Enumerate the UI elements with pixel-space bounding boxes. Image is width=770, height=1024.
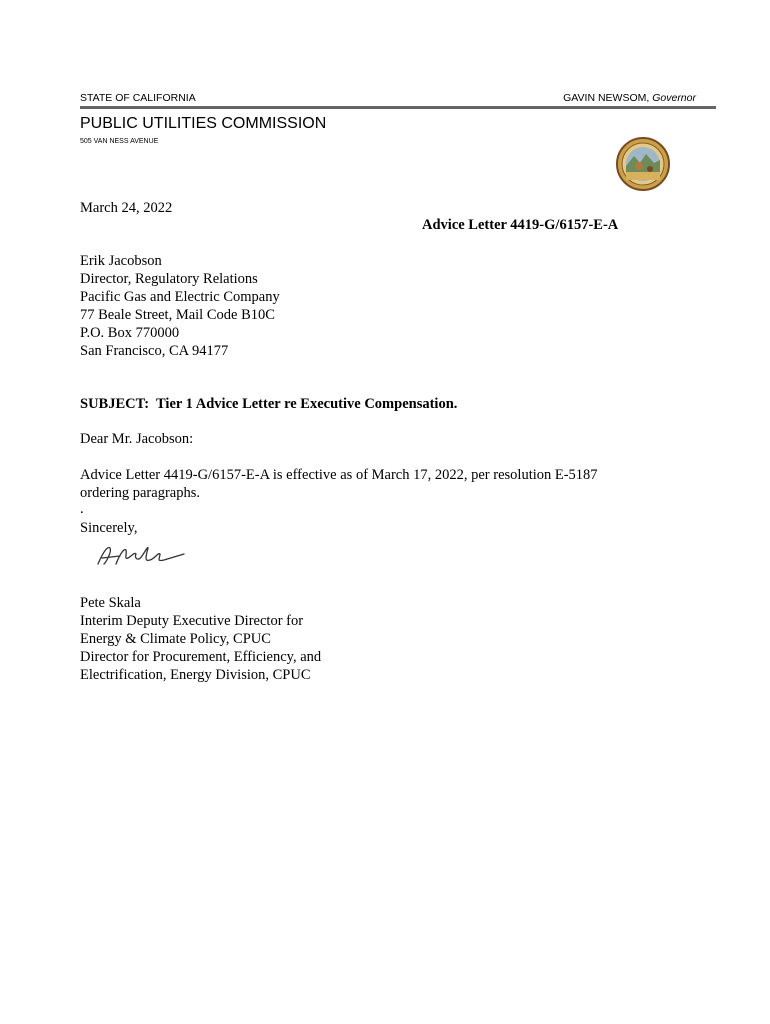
addressee-line: San Francisco, CA 94177 — [80, 343, 229, 359]
california-state-seal-icon — [616, 136, 670, 192]
addressee-block — [80, 252, 280, 360]
commission-address: 505 VAN NESS AVENUE — [80, 138, 159, 145]
signer-line: Interim Deputy Executive Director for — [80, 613, 304, 629]
signature-icon — [94, 540, 190, 570]
header-divider — [80, 106, 716, 109]
subject-line: SUBJECT: Tier 1 Advice Letter re Executive Compensation. — [80, 396, 458, 412]
addressee-line: Pacific Gas and Electric Company — [80, 289, 280, 305]
closing: Sincerely, — [80, 520, 138, 536]
signer-block — [80, 594, 321, 684]
signer-line: Pete Skala — [80, 595, 141, 611]
governor-label — [563, 92, 696, 104]
governor-title: Governor — [652, 92, 696, 104]
signer-line: Energy & Climate Policy, CPUC — [80, 631, 271, 647]
signer-line: Electrification, Energy Division, CPUC — [80, 667, 311, 683]
addressee-line: 77 Beale Street, Mail Code B10C — [80, 307, 275, 323]
signer-line: Director for Procurement, Efficiency, and — [80, 649, 322, 665]
addressee-line: Erik Jacobson — [80, 253, 162, 269]
stray-period: . — [80, 501, 84, 517]
addressee-line: P.O. Box 770000 — [80, 325, 180, 341]
advice-letter-reference: Advice Letter 4419-G/6157-E-A — [422, 217, 619, 233]
governor-name: GAVIN NEWSOM, — [563, 92, 650, 104]
salutation: Dear Mr. Jacobson: — [80, 431, 194, 447]
addressee-line: Director, Regulatory Relations — [80, 271, 258, 287]
commission-title: PUBLIC UTILITIES COMMISSION — [80, 115, 327, 132]
state-label: STATE OF CALIFORNIA — [80, 92, 196, 104]
letter-date: March 24, 2022 — [80, 200, 173, 216]
body-paragraph: Advice Letter 4419-G/6157-E-A is effective as of March 17, 2022, per resolution E-5187 ordering paragraphs. — [80, 467, 598, 501]
